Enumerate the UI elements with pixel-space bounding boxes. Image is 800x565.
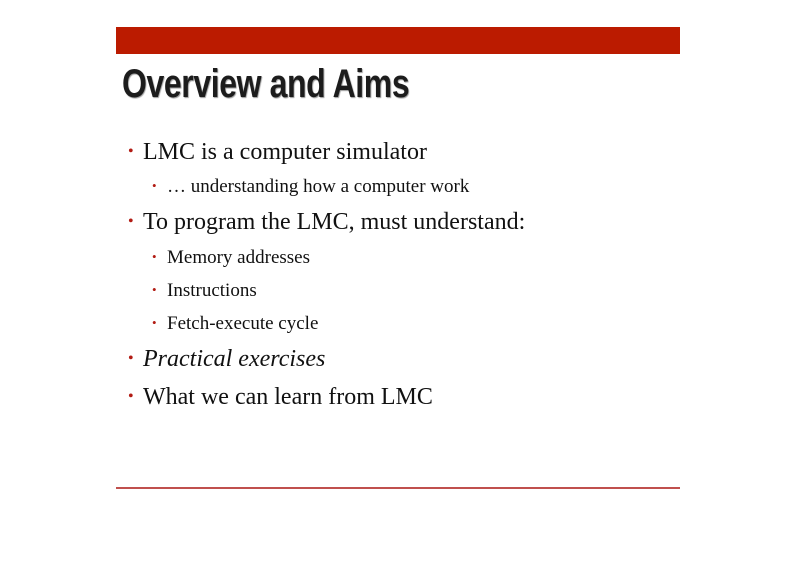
bullet-icon: • [128,388,134,405]
bullet-icon: • [152,249,157,264]
sub-bullet-item [152,280,257,302]
bullet-item [128,139,427,166]
bullet-text: Fetch-execute cycle [167,313,319,334]
bullet-text: Memory addresses [167,247,310,268]
bullet-icon: • [128,213,134,230]
bullet-text: LMC is a computer simulator [143,139,427,165]
sub-bullet-item [152,176,469,198]
bullet-icon: • [152,178,157,193]
bullet-icon: • [152,315,157,330]
bullet-text: To program the LMC, must understand: [143,209,526,235]
sub-bullet-item [152,313,318,335]
bullet-text: Practical exercises [143,346,326,372]
header-accent-bar [116,27,680,54]
bullet-text: What we can learn from LMC [143,384,433,410]
bullet-icon: • [128,143,134,160]
bullet-icon: • [128,350,134,367]
bullet-item [128,209,525,236]
sub-bullet-item [152,247,310,269]
bullet-text: Instructions [167,280,257,301]
slide-title: Overview and Aims [122,62,410,106]
bullet-text: … understanding how a computer work [167,176,470,197]
bullet-item [128,384,433,411]
footer-divider [116,487,680,489]
bullet-icon: • [152,282,157,297]
bullet-item [128,346,325,373]
